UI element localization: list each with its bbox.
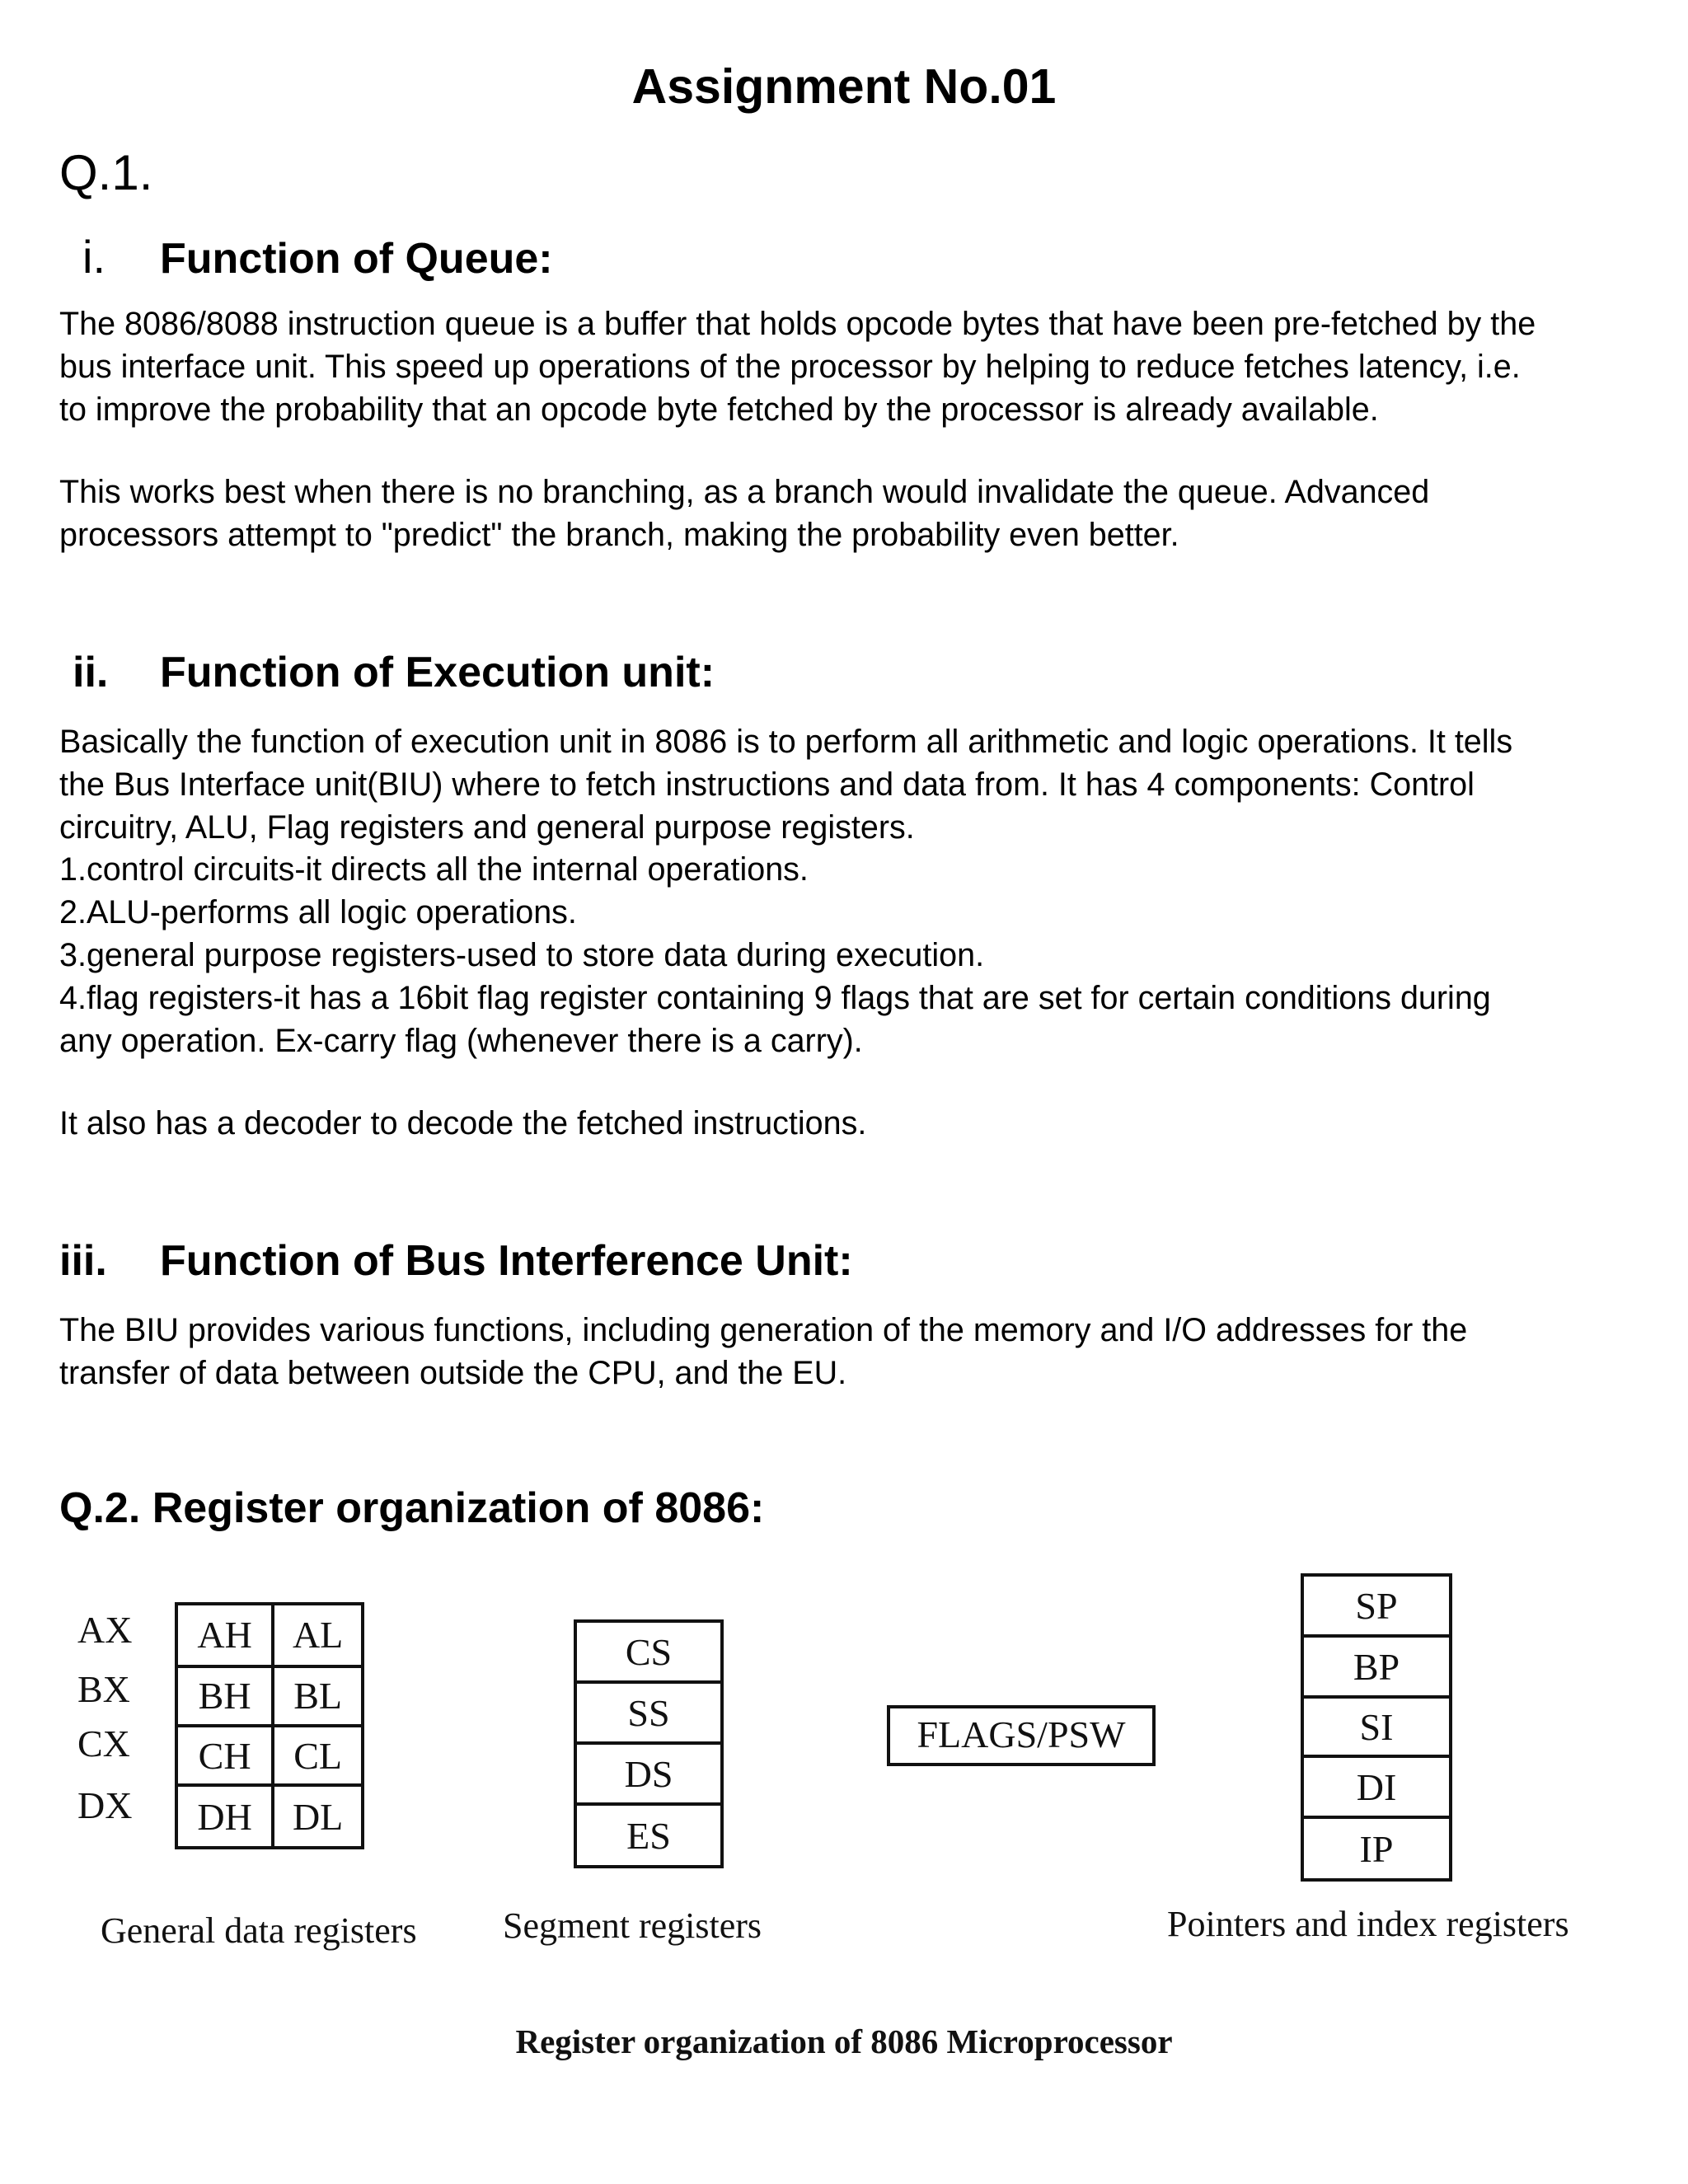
register-cell-ch: CH (176, 1726, 273, 1785)
register-row (575, 1804, 722, 1867)
register-row (1302, 1756, 1451, 1817)
section-title: Function of Bus Interference Unit: (160, 1237, 853, 1285)
register-row (176, 1666, 363, 1726)
text-line: 3.general purpose registers-used to store data during execution. (59, 936, 985, 973)
register-cell-ip: IP (1302, 1817, 1451, 1880)
register-cell-ah: AH (176, 1604, 273, 1666)
figure-caption: Register organization of 8086 Microprocessor (515, 2022, 1173, 2060)
register-cell-es: ES (575, 1804, 722, 1867)
register-cell-ds: DS (575, 1743, 722, 1804)
register-name-ax: AX (77, 1609, 133, 1651)
section-queue-heading (59, 231, 553, 285)
text-line: It also has a decoder to decode the fetched instructions. (59, 1105, 867, 1141)
segment-register-column (574, 1619, 724, 1868)
text-line: The 8086/8088 instruction queue is a buffer that holds opcode bytes that have been pre-fetched by the (59, 306, 1536, 342)
queue-paragraph-1 (59, 303, 1658, 431)
text-line: processors attempt to "predict" the branch, making the probability even better. (59, 516, 1179, 553)
text-line: 4.flag registers-it has a 16bit flag register containing 9 flags that are set for certain conditions during (59, 979, 1491, 1016)
section-title: Function of Queue: (160, 235, 553, 283)
register-row (1302, 1636, 1451, 1697)
register-cell-bh: BH (176, 1666, 273, 1726)
text-line: bus interface unit. This speed up operations of the processor by helping to reduce fetches latency, i.e. (59, 348, 1521, 385)
register-cell-bp: BP (1302, 1636, 1451, 1697)
register-row (176, 1726, 363, 1785)
flags-register-box: FLAGS/PSW (887, 1705, 1156, 1766)
section-execution-unit-heading (59, 646, 715, 699)
text-line: 2.ALU-performs all logic operations. (59, 894, 577, 931)
register-name-dx: DX (77, 1784, 133, 1826)
text-line: the Bus Interface unit(BIU) where to fetch instructions and data from. It has 4 components: Control (59, 766, 1475, 803)
register-cell-ss: SS (575, 1682, 722, 1743)
bus-interface-paragraph (59, 1310, 1658, 1395)
section-title: Function of Execution unit: (160, 649, 715, 696)
text-line: 1.control circuits-it directs all the internal operations. (59, 851, 809, 888)
register-row (1302, 1697, 1451, 1756)
register-cell-bl: BL (273, 1666, 363, 1726)
register-cell-cs: CS (575, 1621, 722, 1682)
page-title: Assignment No.01 (631, 59, 1057, 114)
text-line: circuitry, ALU, Flag registers and general purpose registers. (59, 808, 915, 846)
question-1-label: Q.1. (59, 145, 153, 200)
queue-paragraph-2 (59, 471, 1658, 557)
register-row (176, 1604, 363, 1666)
register-cell-di: DI (1302, 1756, 1451, 1817)
register-cell-al: AL (273, 1604, 363, 1666)
section-bus-interface-heading (59, 1235, 853, 1287)
register-cell-cl: CL (273, 1726, 363, 1785)
text-line: to improve the probability that an opcode byte fetched by the processor is already available. (59, 391, 1379, 428)
general-registers-caption: General data registers (101, 1910, 417, 1951)
text-line: Basically the function of execution unit in 8086 is to perform all arithmetic and logic operations. It tells (59, 724, 1513, 760)
pointer-index-register-column (1301, 1573, 1452, 1882)
register-row (575, 1743, 722, 1804)
execution-unit-paragraph-1 (59, 721, 1658, 1062)
pointer-index-registers-caption: Pointers and index registers (1167, 1904, 1569, 1944)
general-register-grid (175, 1602, 364, 1849)
section-number: iii. (59, 1237, 107, 1285)
segment-registers-caption: Segment registers (503, 1905, 762, 1946)
register-cell-dh: DH (176, 1785, 273, 1848)
register-cell-si: SI (1302, 1697, 1451, 1756)
register-cell-sp: SP (1302, 1575, 1451, 1636)
register-row (1302, 1817, 1451, 1880)
register-name-cx: CX (77, 1722, 130, 1765)
execution-unit-paragraph-2 (59, 1103, 1658, 1146)
register-cell-dl: DL (273, 1785, 363, 1848)
register-name-bx: BX (77, 1668, 130, 1710)
register-row (176, 1785, 363, 1848)
register-row (575, 1682, 722, 1743)
text-line: transfer of data between outside the CPU, and the EU. (59, 1354, 847, 1391)
question-2-heading: Q.2. Register organization of 8086: (59, 1484, 765, 1532)
text-line: This works best when there is no branching, as a branch would invalidate the queue. Advanced (59, 474, 1430, 510)
section-number: i. (82, 231, 106, 283)
text-line: any operation. Ex-carry flag (whenever there is a carry). (59, 1022, 863, 1059)
section-number: ii. (73, 649, 109, 696)
register-row (575, 1621, 722, 1682)
text-line: The BIU provides various functions, including generation of the memory and I/O addresses for the (59, 1312, 1468, 1348)
register-row (1302, 1575, 1451, 1636)
